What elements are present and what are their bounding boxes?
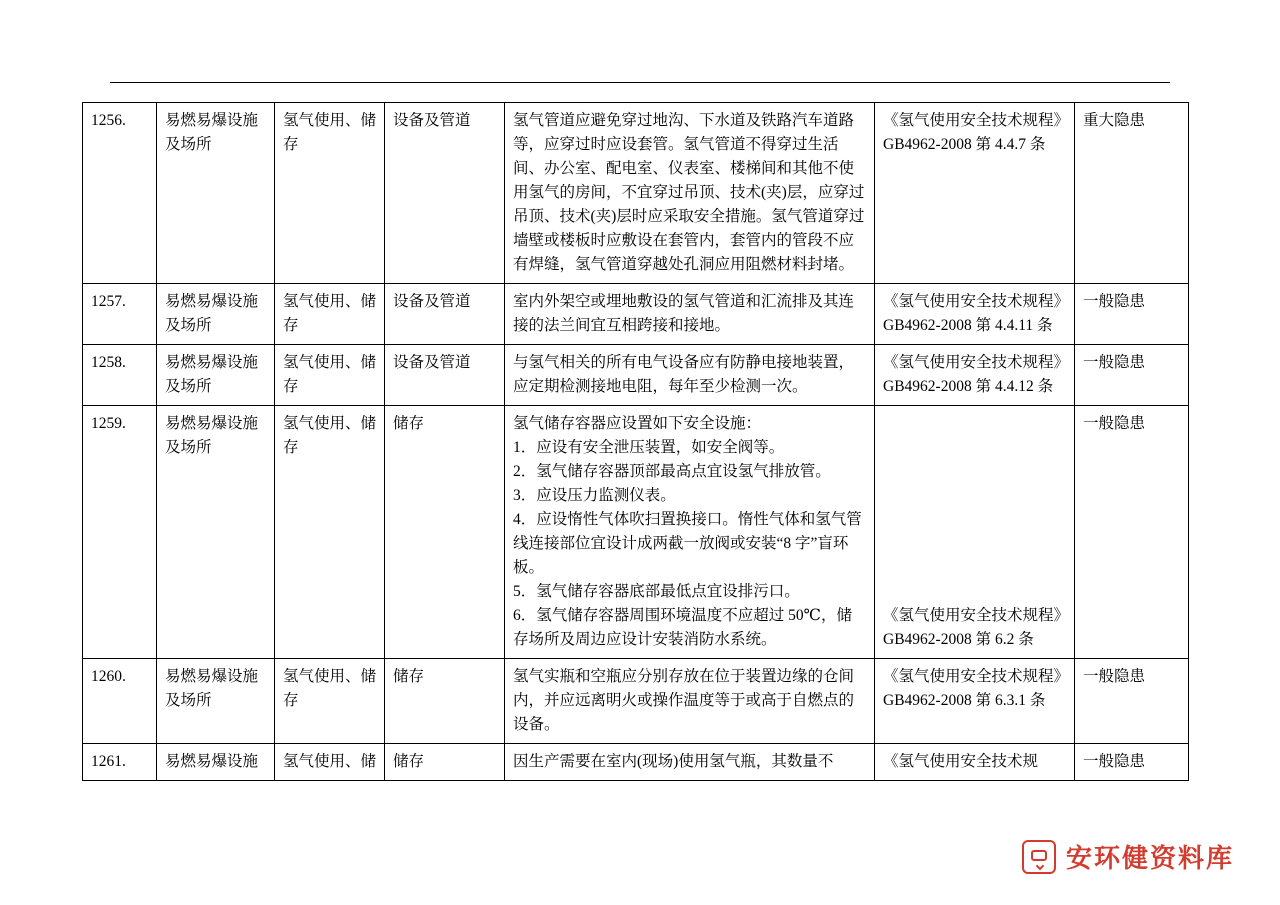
row-reference: 《氢气使用安全技术规程》GB4962-2008 第 4.4.12 条 bbox=[875, 345, 1075, 406]
row-category: 易燃易爆设施 bbox=[157, 744, 275, 781]
row-number: 1260. bbox=[83, 659, 157, 744]
row-item: 储存 bbox=[385, 744, 505, 781]
row-category: 易燃易爆设施及场所 bbox=[157, 659, 275, 744]
table-row bbox=[83, 744, 1189, 781]
brand-watermark bbox=[1022, 838, 1234, 875]
row-category: 易燃易爆设施及场所 bbox=[157, 284, 275, 345]
row-description: 氢气管道应避免穿过地沟、下水道及铁路汽车道路等，应穿过时应设套管。氢气管道不得穿过生活间、办公室、配电室、仪表室、楼梯间和其他不使用氢气的房间，不宜穿过吊顶、技术(夹)层，应穿过吊顶、技术(夹)层时应采取安全措施。氢气管道穿过墙壁或楼板时应敷设在套管内，套管内的管段不应有焊缝，氢气管道穿越处孔洞应用阻燃材料封堵。 bbox=[505, 103, 875, 284]
row-level: 重大隐患 bbox=[1075, 103, 1189, 284]
row-category: 易燃易爆设施及场所 bbox=[157, 406, 275, 659]
row-description: 与氢气相关的所有电气设备应有防静电接地装置，应定期检测接地电阻，每年至少检测一次。 bbox=[505, 345, 875, 406]
row-subcategory: 氢气使用、储存 bbox=[275, 406, 385, 659]
table-row bbox=[83, 284, 1189, 345]
row-description: 因生产需要在室内(现场)使用氢气瓶，其数量不 bbox=[505, 744, 875, 781]
row-item: 设备及管道 bbox=[385, 103, 505, 284]
row-subcategory: 氢气使用、储存 bbox=[275, 103, 385, 284]
row-reference: 《氢气使用安全技术规程》GB4962-2008 第 6.2 条 bbox=[875, 406, 1075, 659]
row-reference: 《氢气使用安全技术规 bbox=[875, 744, 1075, 781]
row-category: 易燃易爆设施及场所 bbox=[157, 345, 275, 406]
list-item: 3．应设压力监测仪表。 bbox=[513, 487, 676, 505]
row-number: 1258. bbox=[83, 345, 157, 406]
brand-name: 安环健资料库 bbox=[1065, 844, 1234, 874]
row-number: 1256. bbox=[83, 103, 157, 284]
row-description-list bbox=[505, 406, 875, 659]
description-items bbox=[513, 436, 866, 652]
row-reference: 《氢气使用安全技术规程》GB4962-2008 第 4.4.11 条 bbox=[875, 284, 1075, 345]
row-item: 设备及管道 bbox=[385, 345, 505, 406]
list-item: 6．氢气储存容器周围环境温度不应超过 50℃，储存场所及周边应设计安装消防水系统。 bbox=[513, 607, 852, 649]
row-subcategory: 氢气使用、储存 bbox=[275, 345, 385, 406]
list-item: 1．应设有安全泄压装置，如安全阀等。 bbox=[513, 439, 785, 457]
list-item: 2．氢气储存容器顶部最高点宜设氢气排放管。 bbox=[513, 463, 831, 481]
row-number: 1261. bbox=[83, 744, 157, 781]
table-row bbox=[83, 406, 1189, 659]
row-level: 一般隐患 bbox=[1075, 284, 1189, 345]
table-row bbox=[83, 345, 1189, 406]
row-subcategory: 氢气使用、储存 bbox=[275, 659, 385, 744]
row-number: 1259. bbox=[83, 406, 157, 659]
row-item: 设备及管道 bbox=[385, 284, 505, 345]
row-number: 1257. bbox=[83, 284, 157, 345]
row-level: 一般隐患 bbox=[1075, 345, 1189, 406]
row-item: 储存 bbox=[385, 659, 505, 744]
row-description: 室内外架空或埋地敷设的氢气管道和汇流排及其连接的法兰间宜互相跨接和接地。 bbox=[505, 284, 875, 345]
table-row bbox=[83, 103, 1189, 284]
row-level: 一般隐患 bbox=[1075, 406, 1189, 659]
row-description: 氢气实瓶和空瓶应分别存放在位于装置边缘的仓间内，并应远离明火或操作温度等于或高于自燃点的设备。 bbox=[505, 659, 875, 744]
row-category: 易燃易爆设施及场所 bbox=[157, 103, 275, 284]
row-level: 一般隐患 bbox=[1075, 659, 1189, 744]
row-reference: 《氢气使用安全技术规程》GB4962-2008 第 4.4.7 条 bbox=[875, 103, 1075, 284]
bookmark-icon bbox=[1022, 840, 1056, 874]
row-subcategory: 氢气使用、储 bbox=[275, 744, 385, 781]
list-item: 5．氢气储存容器底部最低点宜设排污口。 bbox=[513, 583, 800, 601]
hazard-table bbox=[82, 102, 1189, 781]
table-row bbox=[83, 659, 1189, 744]
row-reference: 《氢气使用安全技术规程》GB4962-2008 第 6.3.1 条 bbox=[875, 659, 1075, 744]
hazard-table-container bbox=[82, 102, 1188, 781]
row-item: 储存 bbox=[385, 406, 505, 659]
header-rule bbox=[110, 82, 1170, 83]
row-level: 一般隐患 bbox=[1075, 744, 1189, 781]
list-item: 4．应设惰性气体吹扫置换接口。惰性气体和氢气管线连接部位宜设计成两截一放阀或安装“8 字”盲环板。 bbox=[513, 511, 862, 577]
row-subcategory: 氢气使用、储存 bbox=[275, 284, 385, 345]
description-heading: 氢气储存容器应设置如下安全设施： bbox=[513, 415, 762, 433]
